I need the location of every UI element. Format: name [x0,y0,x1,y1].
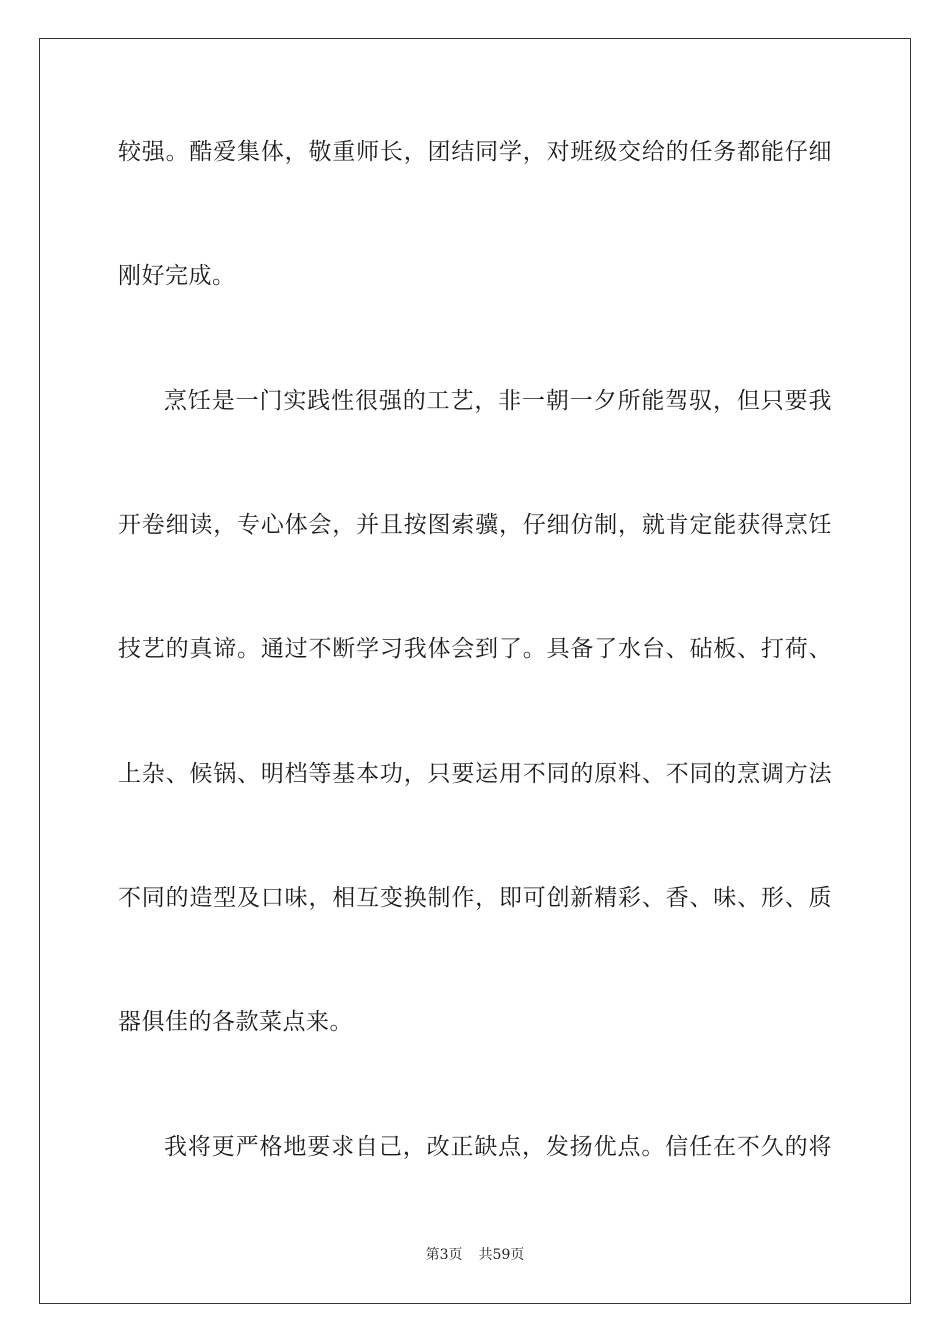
paragraph-start-line-3: 烹饪是一门实践性很强的工艺，非一朝一夕所能驾驭，但只要我 [164,388,832,414]
page-frame [39,38,911,1304]
page-number: 第3页 [425,1247,463,1263]
total-pages: 共59页 [478,1247,525,1263]
body-text-line-5: 技艺的真谛。通过不断学习我体会到了。具备了水台、砧板、打荷、 [118,636,832,662]
body-text-line-1: 较强。酷爱集体，敬重师长，团结同学，对班级交给的任务都能仔细 [118,139,832,165]
body-text-line-8: 器俱佳的各款菜点来。 [118,1009,353,1035]
body-text-line-6: 上杂、候锅、明档等基本功，只要运用不同的原料、不同的烹调方法 [118,761,832,787]
body-text-line-2: 刚好完成。 [118,263,236,289]
paragraph-start-line-9: 我将更严格地要求自己，改正缺点，发扬优点。信任在不久的将 [164,1134,832,1160]
page-footer [0,1246,950,1264]
body-text-line-7: 不同的造型及口味，相互变换制作，即可创新精彩、香、味、形、质 [118,885,832,911]
body-text-line-4: 开卷细读，专心体会，并且按图索骥，仔细仿制，就肯定能获得烹饪 [118,512,832,538]
